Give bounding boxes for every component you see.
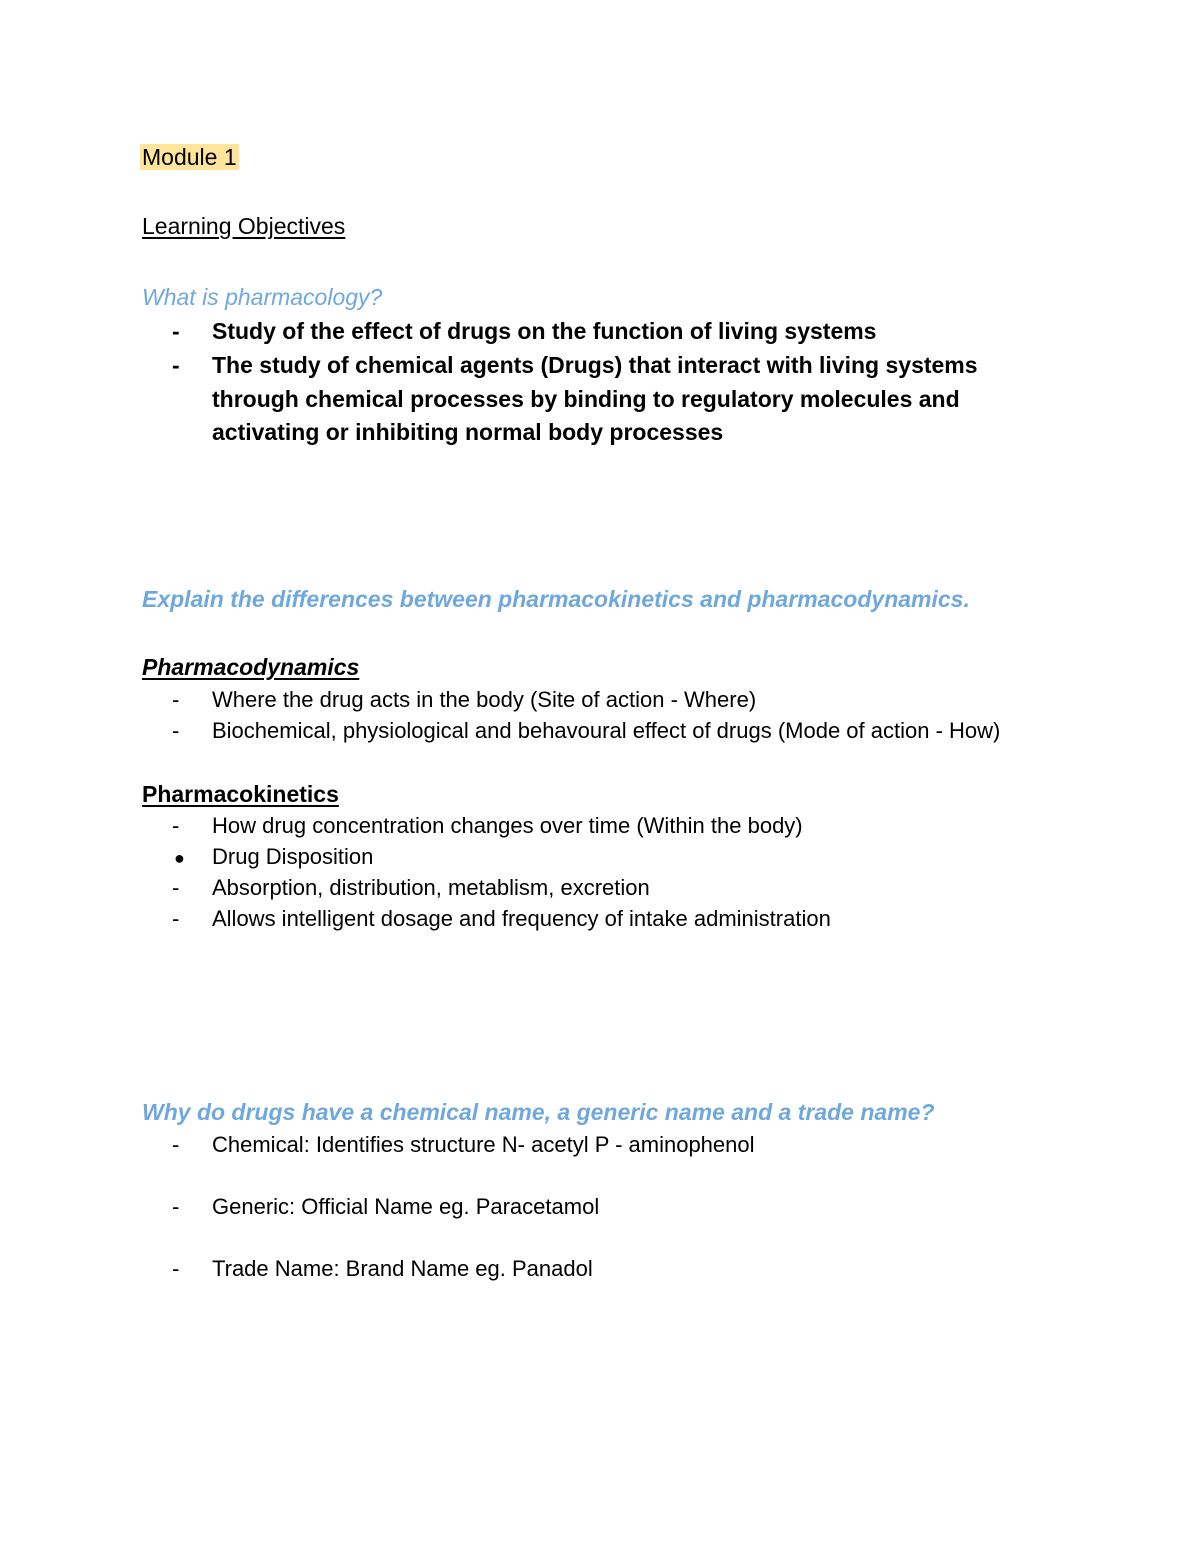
bullet-marker: -	[172, 352, 180, 378]
bullet-marker: -	[172, 875, 180, 900]
bullet-marker: -	[172, 1132, 180, 1157]
bullet-marker: -	[172, 813, 180, 838]
list-item-text: Study of the effect of drugs on the function of living systems	[212, 318, 877, 344]
list-item-text: The study of chemical agents (Drugs) that interact with living systems	[212, 352, 978, 378]
heading-pharmacokinetics: Pharmacokinetics	[142, 781, 339, 807]
list-item-text: Where the drug acts in the body (Site of action - Where)	[212, 687, 757, 712]
list-item	[172, 874, 650, 902]
list-item-text: Generic: Official Name eg. Paracetamol	[212, 1194, 600, 1219]
heading-pharmacodynamics-line	[142, 653, 367, 681]
bullet-marker: -	[172, 906, 180, 931]
objectives-title: Learning Objectives	[142, 213, 346, 239]
bullet-dot-icon: ●	[174, 848, 185, 868]
list-item	[172, 843, 373, 872]
list-item	[172, 1193, 599, 1221]
list-item-text: Chemical: Identifies structure N- acetyl P - aminophenol	[212, 1132, 755, 1157]
list-item	[172, 351, 978, 379]
list-item-continuation: activating or inhibiting normal body processes	[212, 419, 724, 445]
list-item-text: Drug Disposition	[212, 844, 374, 869]
list-item	[172, 717, 1000, 745]
bullet-marker: -	[172, 718, 180, 743]
list-item-text: Allows intelligent dosage and frequency of intake administration	[212, 906, 831, 931]
bullet-marker: -	[172, 318, 180, 344]
heading-pharmacodynamics: Pharmacodynamics	[142, 654, 360, 680]
list-item	[172, 1131, 755, 1159]
list-item-text: Trade Name: Brand Name eg. Panadol	[212, 1256, 593, 1281]
question-drug-names: Why do drugs have a chemical name, a generic name and a trade name?	[142, 1099, 935, 1125]
list-item	[172, 686, 756, 714]
bullet-marker: -	[172, 1194, 180, 1219]
list-item-text: How drug concentration changes over time (Within the body)	[212, 813, 803, 838]
heading-pharmacokinetics-line	[142, 780, 347, 808]
module-title: Module 1	[142, 144, 237, 170]
bullet-marker: -	[172, 1256, 180, 1281]
list-item-text: Absorption, distribution, metablism, excretion	[212, 875, 650, 900]
question-kinetics-dynamics: Explain the differences between pharmacokinetics and pharmacodynamics.	[142, 586, 970, 612]
question-pharmacology: What is pharmacology?	[142, 284, 383, 310]
list-item	[172, 1255, 593, 1283]
list-item-text: Biochemical, physiological and behavoural effect of drugs (Mode of action - How)	[212, 718, 1001, 743]
objectives-title-line	[142, 212, 353, 240]
module-title-line	[142, 143, 239, 171]
list-item	[172, 905, 831, 933]
list-item	[172, 812, 803, 840]
list-item	[172, 317, 876, 345]
list-item-continuation: through chemical processes by binding to regulatory molecules and	[212, 386, 960, 412]
bullet-marker: -	[172, 687, 180, 712]
